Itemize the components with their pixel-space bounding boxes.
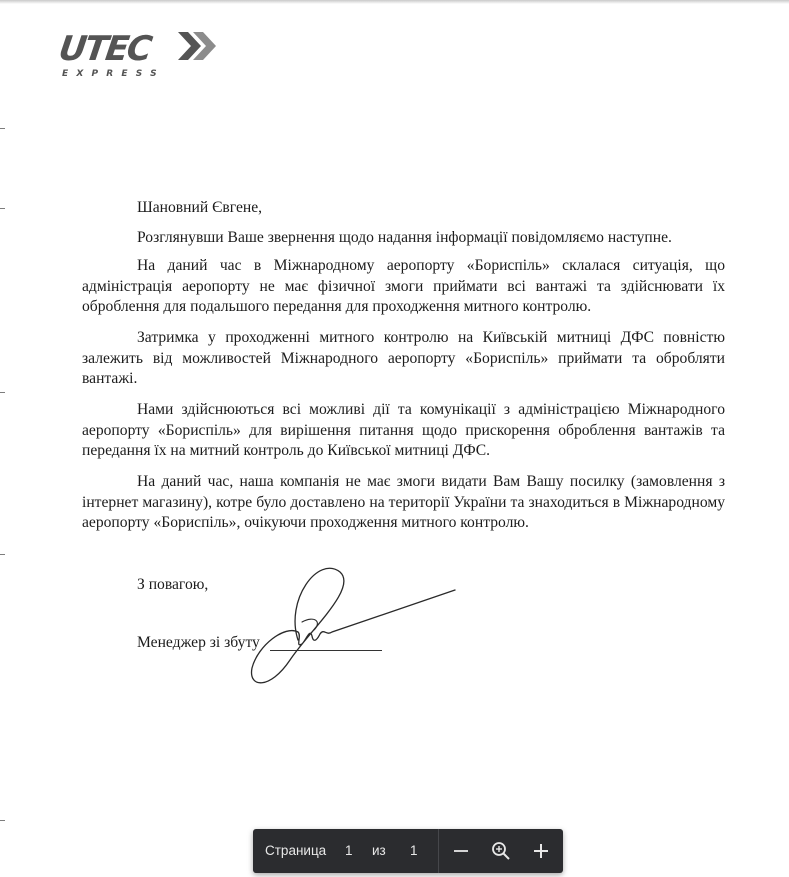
zoom-out-button[interactable]: [447, 837, 475, 865]
current-page-input[interactable]: 1: [345, 843, 353, 858]
utec-express-logo: [60, 28, 225, 80]
edge-mark: [0, 554, 5, 555]
toolbar-divider: [438, 829, 439, 873]
zoom-reset-button[interactable]: [487, 837, 515, 865]
zoom-in-button[interactable]: [527, 837, 555, 865]
left-page-edge: [0, 0, 8, 877]
letter-paragraph: Нами здійснюються всі можливі дії та комунікації з адміністрацією Міжнародного аеропорту «Бориспіль» для вирішення питання щодо прискорення оброблення вантажів та передання їх на митний контроль до Київської митниці ДФС.: [82, 401, 725, 459]
letter-greeting: Шановний Євгене,: [137, 199, 263, 216]
edge-mark: [0, 392, 5, 393]
letter-paragraph: На даний час в Міжнародному аеропорту «Бориспіль» склалася ситуація, що адміністрація аеропорту не має фізичної змоги приймати всі вантажі та здійснювати їх оброблення для подальшого передання для проходження митного контролю.: [82, 257, 725, 315]
letter-signatory: Менеджер зі збуту: [137, 634, 260, 651]
letter-paragraph: На даний час, наша компанія не має змоги видати Вам Вашу посилку (замовлення з інтернет магазину), котре було доставлено на території України та знаходиться в Міжнародному аеропорту «Бориспіль», очікуючи проходження митного контролю.: [82, 473, 725, 531]
minus-icon: [447, 837, 475, 865]
total-pages: 1: [410, 843, 418, 858]
viewer-top-shadow: [0, 0, 789, 4]
letter-closing: З повагою,: [137, 576, 209, 593]
letter-paragraph: Затримка у проходженні митного контролю на Київській митниці ДФС повністю залежить від можливостей Міжнародного аеропорту «Бориспіль» приймати та обробляти вантажі.: [82, 329, 725, 387]
plus-icon: [527, 837, 555, 865]
edge-mark: [0, 820, 5, 821]
handwritten-signature: [240, 560, 490, 695]
logo-brand: UTEC: [60, 29, 153, 69]
pdf-viewer-toolbar: [253, 829, 563, 873]
logo-tagline: EXPRESS: [62, 69, 165, 79]
logo-graphic: [60, 28, 225, 80]
logo-chevrons-icon: [178, 32, 216, 60]
edge-mark: [0, 208, 5, 209]
letter-paragraph: Розглянувши Ваше звернення щодо надання інформації повідомляємо наступне.: [137, 229, 672, 246]
zoom-magnifier-icon: [487, 837, 515, 865]
edge-mark: [0, 128, 5, 129]
of-label: из: [372, 843, 386, 858]
page-label: Страница: [265, 843, 327, 858]
